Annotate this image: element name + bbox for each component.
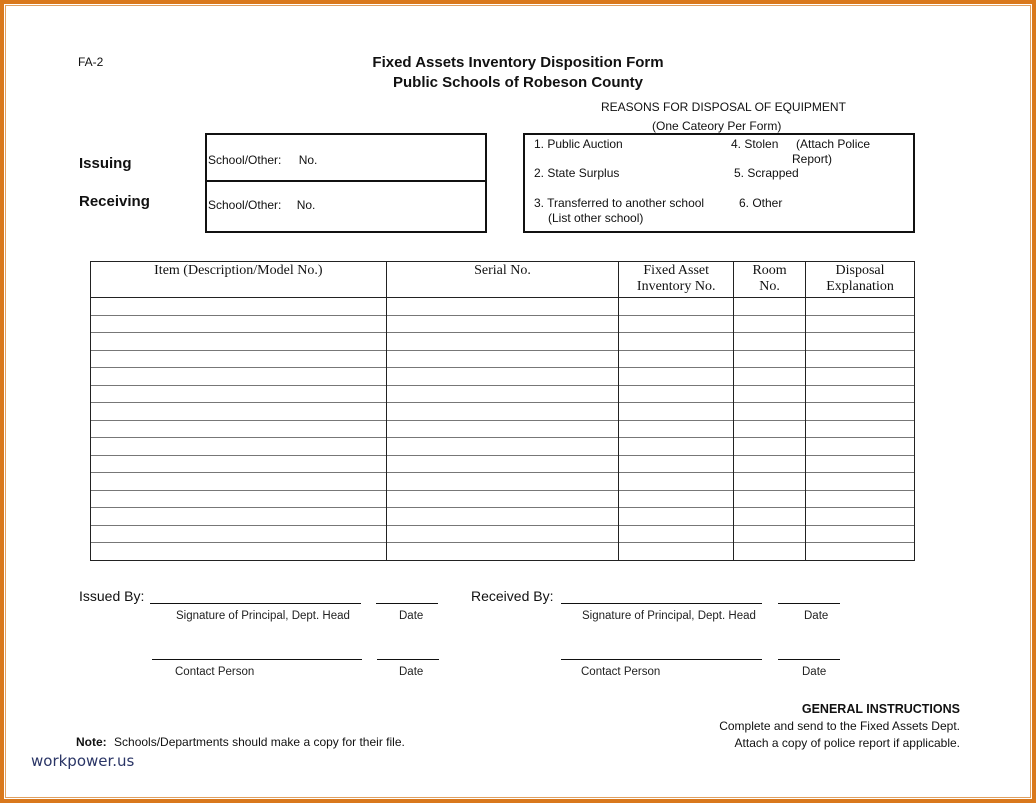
table-cell[interactable] [619, 298, 734, 316]
table-cell[interactable] [734, 473, 806, 491]
table-cell[interactable] [806, 350, 915, 368]
table-cell[interactable] [91, 438, 387, 456]
table-cell[interactable] [91, 385, 387, 403]
issuing-no-label: No. [298, 153, 318, 167]
table-cell[interactable] [806, 385, 915, 403]
table-cell[interactable] [734, 490, 806, 508]
note-text: Schools/Departments should make a copy for their file. [114, 735, 405, 749]
issued-by-signature-line[interactable] [150, 603, 361, 604]
issued-contact-date-line[interactable] [377, 659, 439, 660]
reason-transferred[interactable]: 3. Transferred to another school [534, 196, 705, 210]
table-cell[interactable] [91, 490, 387, 508]
table-row [91, 420, 915, 438]
instructions-line-2: Attach a copy of police report if applicable. [734, 736, 960, 750]
table-cell[interactable] [806, 315, 915, 333]
table-cell[interactable] [91, 473, 387, 491]
instructions-line-1: Complete and send to the Fixed Assets Dept. [719, 719, 960, 733]
table-cell[interactable] [734, 368, 806, 386]
issued-contact-date-caption: Date [399, 666, 424, 678]
table-cell[interactable] [91, 455, 387, 473]
table-cell[interactable] [806, 525, 915, 543]
table-cell[interactable] [619, 333, 734, 351]
table-cell[interactable] [386, 473, 619, 491]
table-cell[interactable] [734, 455, 806, 473]
table-cell[interactable] [386, 525, 619, 543]
table-cell[interactable] [806, 298, 915, 316]
table-cell[interactable] [806, 368, 915, 386]
col-item-header: Item (Description/Model No.) [91, 262, 387, 298]
table-cell[interactable] [91, 350, 387, 368]
reason-transferred-note: (List other school) [548, 211, 644, 225]
table-cell[interactable] [386, 385, 619, 403]
table-row [91, 368, 915, 386]
table-cell[interactable] [734, 508, 806, 526]
table-cell[interactable] [806, 543, 915, 561]
table-cell[interactable] [734, 298, 806, 316]
table-cell[interactable] [91, 543, 387, 561]
table-cell[interactable] [386, 368, 619, 386]
table-row [91, 525, 915, 543]
table-cell[interactable] [386, 403, 619, 421]
table-cell[interactable] [734, 350, 806, 368]
form-code: FA-2 [78, 55, 104, 69]
table-cell[interactable] [91, 333, 387, 351]
form-title: Fixed Assets Inventory Disposition Form [372, 54, 664, 71]
watermark-logo: workpower.us [31, 752, 135, 770]
table-cell[interactable] [91, 525, 387, 543]
issuing-label: Issuing [79, 155, 132, 172]
col-room-header: Room No. [734, 262, 806, 298]
table-cell[interactable] [806, 473, 915, 491]
received-by-sig-caption: Signature of Principal, Dept. Head [582, 610, 756, 622]
reasons-heading: REASONS FOR DISPOSAL OF EQUIPMENT [601, 100, 846, 114]
table-row [91, 385, 915, 403]
table-cell[interactable] [91, 403, 387, 421]
table-cell[interactable] [619, 490, 734, 508]
table-cell[interactable] [619, 438, 734, 456]
table-cell[interactable] [386, 315, 619, 333]
table-cell[interactable] [386, 350, 619, 368]
issued-contact-caption: Contact Person [175, 666, 255, 678]
reason-stolen-note: (Attach Police [796, 137, 871, 151]
table-row [91, 438, 915, 456]
table-cell[interactable] [619, 508, 734, 526]
table-cell[interactable] [806, 455, 915, 473]
table-row [91, 490, 915, 508]
issued-by-sig-caption: Signature of Principal, Dept. Head [176, 610, 350, 622]
table-cell[interactable] [734, 438, 806, 456]
issued-by-label: Issued By: [79, 588, 145, 604]
reason-stolen[interactable]: 4. Stolen [731, 137, 779, 151]
col-asset-header: Fixed Asset Inventory No. [619, 262, 734, 298]
table-cell[interactable] [806, 490, 915, 508]
table-cell[interactable] [619, 350, 734, 368]
table-cell[interactable] [386, 333, 619, 351]
table-row [91, 508, 915, 526]
instructions-heading: GENERAL INSTRUCTIONS [801, 702, 960, 716]
table-row [91, 315, 915, 333]
received-contact-caption: Contact Person [581, 666, 661, 678]
table-cell[interactable] [619, 543, 734, 561]
school-box [205, 133, 487, 233]
table-header-row [91, 262, 915, 298]
table-row [91, 455, 915, 473]
received-contact-line[interactable] [561, 659, 762, 660]
table-cell[interactable] [386, 490, 619, 508]
table-cell[interactable] [91, 368, 387, 386]
note [76, 735, 405, 749]
table-cell[interactable] [91, 420, 387, 438]
table-cell[interactable] [91, 508, 387, 526]
issued-by-date-line[interactable] [376, 603, 438, 604]
reasons-subheading: (One Cateory Per Form) [652, 119, 782, 133]
table-cell[interactable] [734, 420, 806, 438]
table-cell[interactable] [619, 403, 734, 421]
table-cell[interactable] [386, 438, 619, 456]
table-row [91, 543, 915, 561]
table-cell[interactable] [619, 385, 734, 403]
table-cell[interactable] [734, 525, 806, 543]
table-cell[interactable] [619, 473, 734, 491]
received-contact-date-caption: Date [802, 666, 827, 678]
issued-contact-line[interactable] [152, 659, 362, 660]
table-row [91, 473, 915, 491]
table-cell[interactable] [734, 315, 806, 333]
issuing-school-label: School/Other: [208, 153, 282, 167]
table-cell[interactable] [386, 298, 619, 316]
table-row [91, 350, 915, 368]
receiving-school-field[interactable] [208, 198, 315, 212]
received-by-label: Received By: [471, 588, 554, 604]
table-cell[interactable] [619, 455, 734, 473]
table-cell[interactable] [806, 403, 915, 421]
table-row [91, 333, 915, 351]
reason-public-auction[interactable]: 1. Public Auction [534, 137, 623, 151]
table-cell[interactable] [91, 298, 387, 316]
reason-scrapped[interactable]: 5. Scrapped [734, 166, 799, 180]
items-table [90, 261, 915, 561]
table-row [91, 298, 915, 316]
table-cell[interactable] [734, 333, 806, 351]
table-cell[interactable] [734, 403, 806, 421]
table-cell[interactable] [806, 420, 915, 438]
table-cell[interactable] [619, 368, 734, 386]
table-cell[interactable] [386, 455, 619, 473]
received-by-signature-line[interactable] [561, 603, 762, 604]
received-by-date-caption: Date [804, 610, 829, 622]
note-label: Note: [76, 735, 107, 749]
table-cell[interactable] [806, 508, 915, 526]
table-cell[interactable] [806, 333, 915, 351]
reason-other[interactable]: 6. Other [739, 196, 783, 210]
form-subtitle: Public Schools of Robeson County [392, 74, 643, 91]
table-cell[interactable] [91, 315, 387, 333]
received-by-date-line[interactable] [778, 603, 840, 604]
table-cell[interactable] [386, 420, 619, 438]
issuing-school-field[interactable] [208, 153, 317, 167]
receiving-no-label: No. [296, 198, 316, 212]
received-contact-date-line[interactable] [778, 659, 840, 660]
table-cell[interactable] [734, 385, 806, 403]
reason-stolen-note-2: Report) [792, 152, 833, 166]
table-row [91, 403, 915, 421]
table-cell[interactable] [619, 525, 734, 543]
reason-state-surplus[interactable]: 2. State Surplus [534, 166, 620, 180]
col-explanation-header: Disposal Explanation [806, 262, 915, 298]
table-cell[interactable] [734, 543, 806, 561]
col-serial-header: Serial No. [386, 262, 619, 298]
receiving-school-label: School/Other: [208, 198, 282, 212]
table-cell[interactable] [619, 315, 734, 333]
issued-by-date-caption: Date [399, 610, 424, 622]
table-cell[interactable] [806, 438, 915, 456]
table-cell[interactable] [619, 420, 734, 438]
receiving-label: Receiving [79, 193, 150, 210]
table-cell[interactable] [386, 543, 619, 561]
table-cell[interactable] [386, 508, 619, 526]
